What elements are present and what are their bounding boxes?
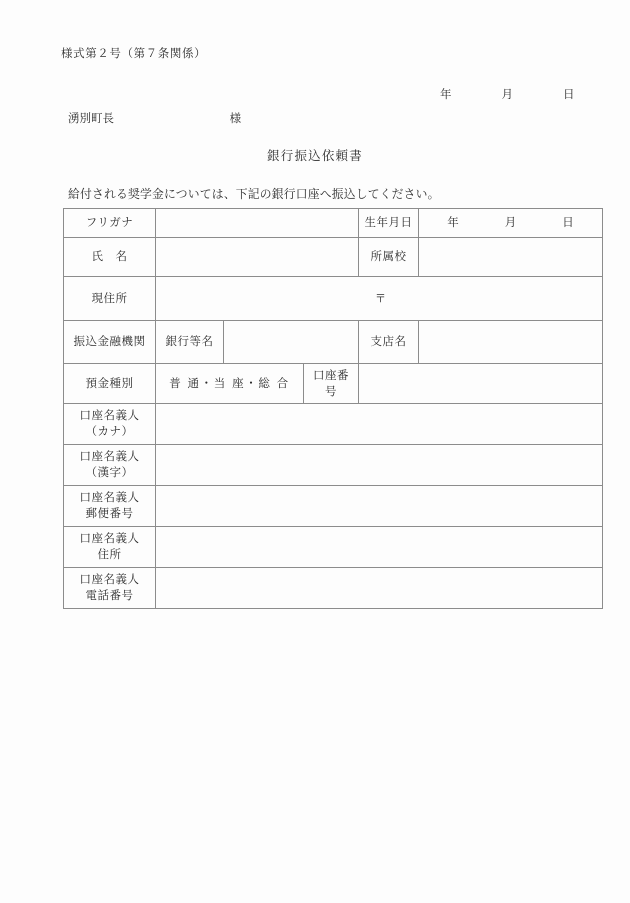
date-year-label: 年 — [440, 87, 452, 101]
holder-kana-label-line1: 口座名義人 — [79, 408, 140, 423]
addressee-honorific: 様 — [229, 111, 242, 125]
table-row-name — [64, 238, 603, 277]
birthdate-month-label: 月 — [504, 215, 517, 230]
table-row-deposit-type — [64, 364, 603, 404]
deposit-type-label: 預金種別 — [64, 364, 156, 404]
birthdate-year-label: 年 — [447, 215, 459, 230]
branch-label: 支店名 — [359, 321, 419, 364]
birthdate-label: 生年月日 — [359, 209, 419, 238]
holder-kanji-label-line1: 口座名義人 — [79, 449, 140, 464]
bank-name-value[interactable] — [224, 321, 359, 364]
name-label: 氏 名 — [64, 238, 156, 277]
birthdate-value[interactable] — [419, 209, 603, 238]
holder-kanji-label — [64, 445, 156, 486]
holder-kanji-label-line2: （漢字） — [85, 465, 134, 479]
holder-kana-label — [64, 404, 156, 445]
holder-kana-label-line2: （カナ） — [85, 424, 134, 438]
branch-value[interactable] — [419, 321, 603, 364]
furigana-label: フリガナ — [64, 209, 156, 238]
document-title: 銀行振込依頼書 — [267, 148, 363, 163]
bank-label: 振込金融機関 — [64, 321, 156, 364]
table-row-holder-kana — [64, 404, 603, 445]
holder-kanji-value[interactable] — [156, 445, 603, 486]
table-row-holder-address — [64, 527, 603, 568]
holder-address-label-line2: 住所 — [97, 547, 122, 561]
table-row-address — [64, 277, 603, 321]
date-month-label: 月 — [501, 87, 513, 101]
address-value[interactable] — [156, 277, 603, 321]
addressee-line — [68, 110, 241, 126]
date-day-label: 日 — [563, 87, 575, 101]
school-label: 所属校 — [359, 238, 419, 277]
lead-paragraph: 給付される奨学金については、下記の銀行口座へ振込してください。 — [68, 187, 440, 201]
name-value[interactable] — [156, 238, 359, 277]
holder-tel-label-line2: 電話番号 — [85, 588, 134, 602]
form-code: 様式第２号（第７条関係） — [61, 46, 207, 60]
deposit-type-options[interactable]: 普 通・当 座・総 合 — [156, 364, 304, 404]
school-value[interactable] — [419, 238, 603, 277]
holder-postal-label-line1: 口座名義人 — [79, 490, 140, 505]
holder-address-label-line1: 口座名義人 — [79, 531, 140, 546]
holder-tel-label-line1: 口座名義人 — [79, 572, 140, 587]
postal-mark-icon: 〒 — [375, 291, 386, 305]
address-label: 現住所 — [64, 277, 156, 321]
account-number-label: 口座番号 — [304, 364, 359, 404]
table-row-bank — [64, 321, 603, 364]
table-row-holder-kanji — [64, 445, 603, 486]
furigana-value[interactable] — [156, 209, 359, 238]
table-row-holder-tel — [64, 568, 603, 609]
holder-address-label — [64, 527, 156, 568]
birthdate-day-label: 日 — [562, 215, 574, 230]
holder-address-value[interactable] — [156, 527, 603, 568]
holder-postal-value[interactable] — [156, 486, 603, 527]
bank-transfer-form-table — [63, 208, 603, 609]
document-date-line — [380, 86, 590, 102]
table-row-holder-postal — [64, 486, 603, 527]
holder-tel-value[interactable] — [156, 568, 603, 609]
addressee-name: 湧別町長 — [68, 111, 114, 125]
holder-postal-label-line2: 郵便番号 — [85, 506, 134, 520]
holder-kana-value[interactable] — [156, 404, 603, 445]
holder-postal-label — [64, 486, 156, 527]
holder-tel-label — [64, 568, 156, 609]
table-row-furigana — [64, 209, 603, 238]
account-number-value[interactable] — [359, 364, 603, 404]
bank-name-label: 銀行等名 — [156, 321, 224, 364]
